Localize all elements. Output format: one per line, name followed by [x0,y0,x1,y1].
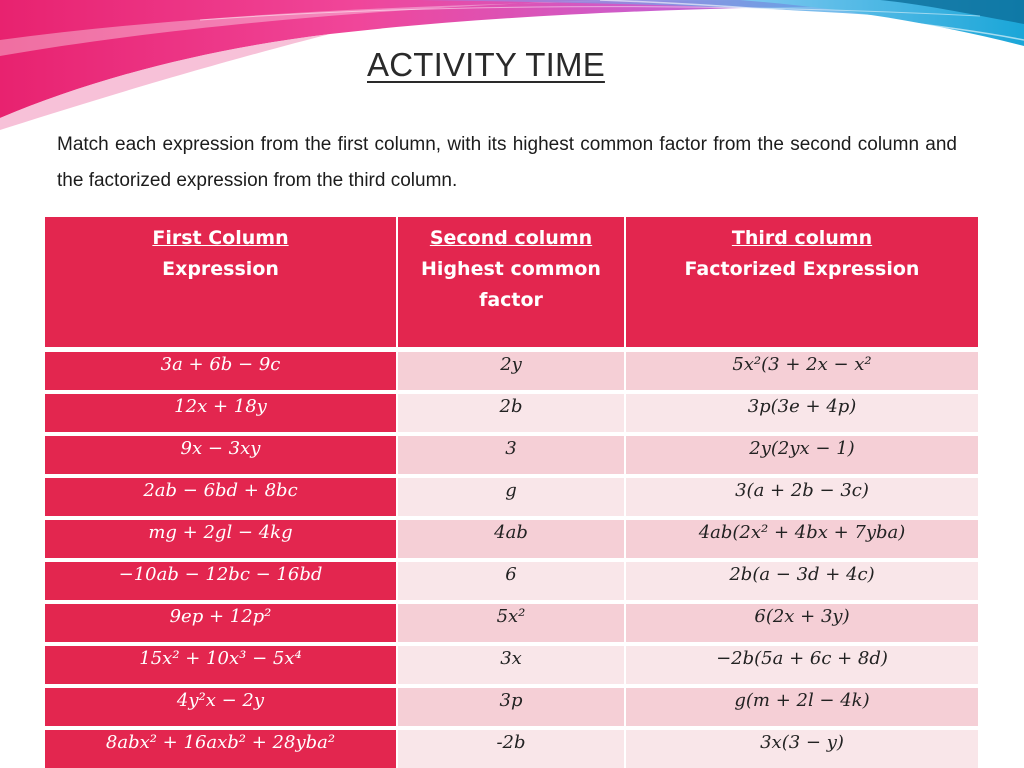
table-row [45,602,978,644]
expression-cell: 8abx² + 16axb² + 28yba² [45,728,397,768]
header-third-column [625,217,978,350]
expression-cell: −10ab − 12bc − 16bd [45,560,397,602]
table-row [45,728,978,768]
header-title: Third column [731,227,873,249]
header-second-column [397,217,625,350]
header-first-column [45,217,397,350]
factorized-cell: 4ab(2x² + 4bx + 7yba) [625,518,978,560]
table-row [45,476,978,518]
table-header-row [45,217,978,350]
table-row [45,686,978,728]
table-row [45,434,978,476]
factorized-cell: 3(a + 2b − 3c) [625,476,978,518]
factor-cell: 3 [397,434,625,476]
page-title: ACTIVITY TIME [367,46,605,83]
factorized-cell: −2b(5a + 6c + 8d) [625,644,978,686]
matching-table [45,217,978,768]
expression-cell: 2ab − 6bd + 8bc [45,476,397,518]
factorized-cell: 2y(2yx − 1) [625,434,978,476]
table-row [45,644,978,686]
header-subtitle: Highest common factor [421,258,601,311]
header-subtitle: Factorized Expression [684,258,920,280]
factor-cell: 6 [397,560,625,602]
expression-cell: 3a + 6b − 9c [45,350,397,393]
factor-cell: 3p [397,686,625,728]
factor-cell: 5x² [397,602,625,644]
factor-cell: 2y [397,350,625,393]
factor-cell: 4ab [397,518,625,560]
expression-cell: 15x² + 10x³ − 5x⁴ [45,644,397,686]
factorized-cell: g(m + 2l − 4k) [625,686,978,728]
instructions-text: Match each expression from the first column, with its highest common factor from the second column and the factorized expression from the third column. [57,134,957,191]
header-title: Second column [429,227,593,249]
header-subtitle: Expression [162,258,279,280]
factor-cell: g [397,476,625,518]
expression-cell: 9ep + 12p² [45,602,397,644]
expression-cell: 4y²x − 2y [45,686,397,728]
expression-cell: 12x + 18y [45,392,397,434]
factorized-cell: 2b(a − 3d + 4c) [625,560,978,602]
factor-cell: 2b [397,392,625,434]
table-row [45,518,978,560]
table-row [45,350,978,393]
expression-cell: mg + 2gl − 4kg [45,518,397,560]
table-row [45,560,978,602]
factorized-cell: 3p(3e + 4p) [625,392,978,434]
factorized-cell: 5x²(3 + 2x − x² [625,350,978,393]
header-title: First Column [152,227,289,249]
factorized-cell: 3x(3 − y) [625,728,978,768]
factor-cell: -2b [397,728,625,768]
expression-cell: 9x − 3xy [45,434,397,476]
factor-cell: 3x [397,644,625,686]
table-row [45,392,978,434]
factorized-cell: 6(2x + 3y) [625,602,978,644]
